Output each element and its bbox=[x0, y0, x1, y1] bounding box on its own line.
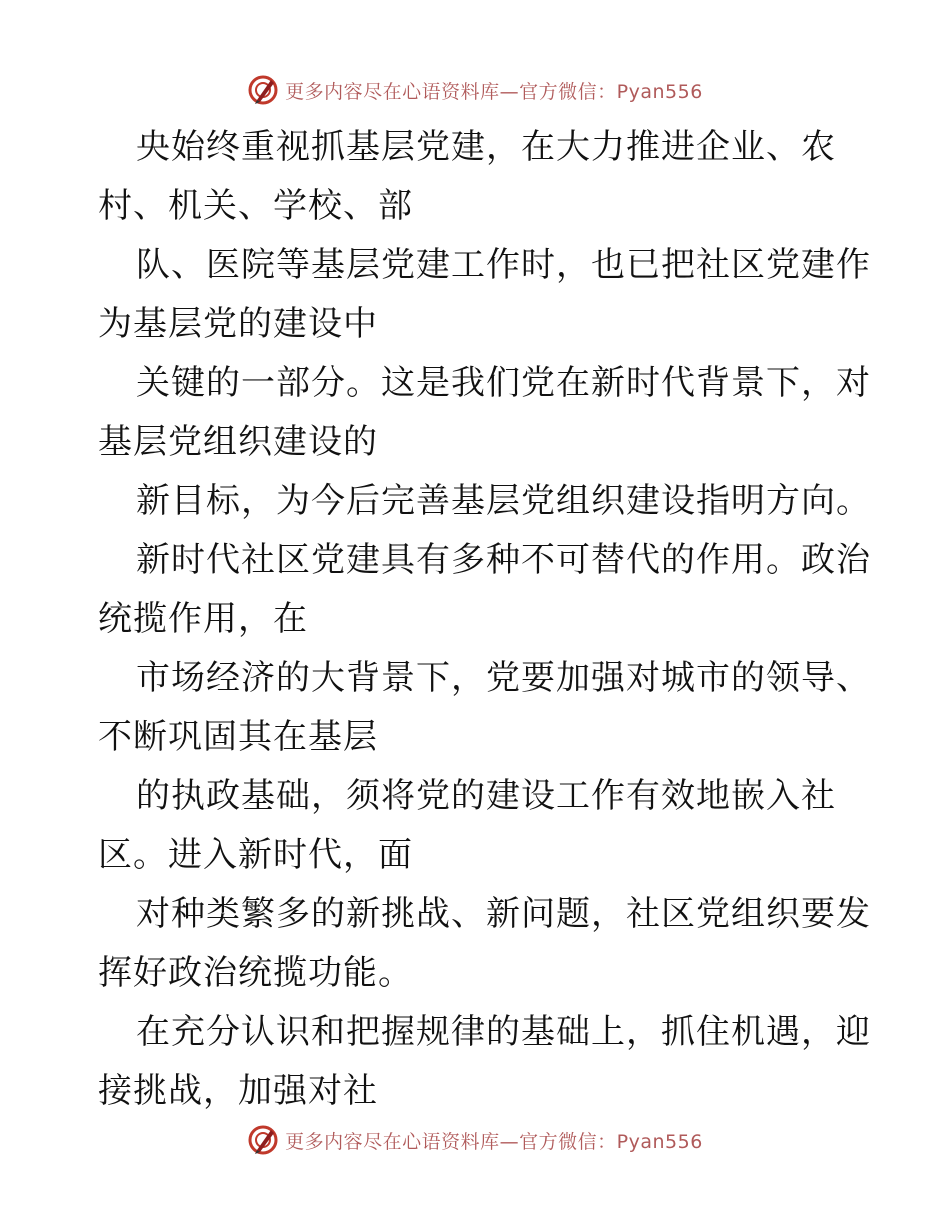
paragraph-line: 在充分认识和把握规律的基础上，抓住机遇，迎 bbox=[136, 1012, 871, 1052]
header-watermark bbox=[247, 74, 703, 106]
header-watermark-banner bbox=[0, 70, 950, 110]
paragraph-line: 不断巩固其在基层 bbox=[98, 717, 378, 757]
pen-logo-icon bbox=[247, 1124, 279, 1156]
footer-watermark-banner bbox=[0, 1120, 950, 1160]
footer-watermark bbox=[247, 1124, 703, 1156]
paragraph-line: 的执政基础，须将党的建设工作有效地嵌入社 bbox=[136, 776, 836, 816]
paragraph-line: 关键的一部分。这是我们党在新时代背景下，对 bbox=[136, 363, 871, 403]
paragraph-line: 新目标，为今后完善基层党组织建设指明方向。 bbox=[136, 481, 871, 521]
paragraph-line: 区。进入新时代，面 bbox=[98, 835, 413, 875]
paragraph-line: 接挑战，加强对社 bbox=[98, 1071, 378, 1111]
paragraph-line: 村、机关、学校、部 bbox=[98, 186, 413, 226]
paragraph-line: 对种类繁多的新挑战、新问题，社区党组织要发 bbox=[136, 894, 871, 934]
paragraph-line: 统揽作用，在 bbox=[98, 599, 308, 639]
document-body bbox=[98, 118, 871, 1121]
paragraph-line: 新时代社区党建具有多种不可替代的作用。政治 bbox=[136, 540, 871, 580]
paragraph-line: 为基层党的建设中 bbox=[98, 304, 378, 344]
paragraph-line: 央始终重视抓基层党建，在大力推进企业、农 bbox=[136, 127, 836, 167]
watermark-text: 更多内容尽在心语资料库—官方微信：Pyan556 bbox=[285, 1130, 703, 1153]
pen-logo-icon bbox=[247, 74, 279, 106]
paragraph-line: 市场经济的大背景下，党要加强对城市的领导、 bbox=[136, 658, 871, 698]
paragraph-line: 队、医院等基层党建工作时，也已把社区党建作 bbox=[136, 245, 871, 285]
paragraph-line: 挥好政治统揽功能。 bbox=[98, 953, 413, 993]
watermark-text: 更多内容尽在心语资料库—官方微信：Pyan556 bbox=[285, 80, 703, 103]
paragraph-line: 基层党组织建设的 bbox=[98, 422, 378, 462]
